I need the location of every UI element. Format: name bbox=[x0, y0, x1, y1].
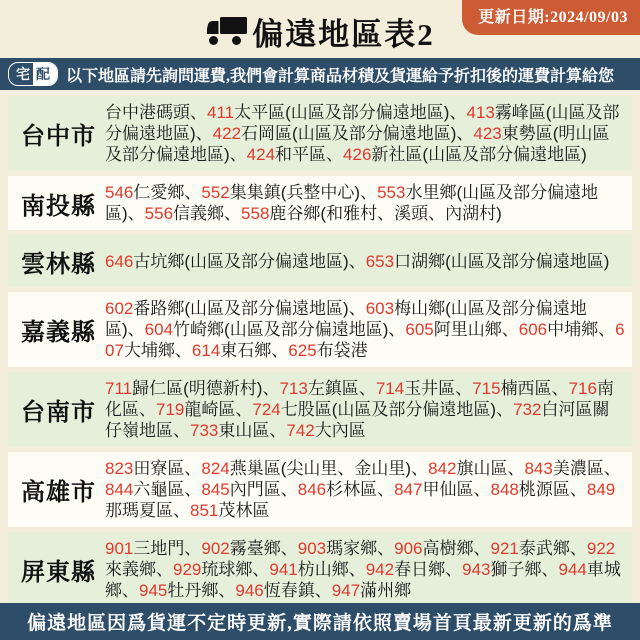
area-list-text: 646古坑鄉(山區及部分偏遠地區)、653口湖鄉(山區及部分偏遠地區) bbox=[105, 251, 610, 271]
remote-area-table bbox=[0, 90, 640, 607]
area-code: 715 bbox=[472, 379, 501, 398]
table-row bbox=[8, 292, 632, 367]
page-title-text: 偏遠地區表2 bbox=[252, 16, 435, 52]
area-code: 558 bbox=[241, 204, 270, 223]
area-code: 424 bbox=[246, 145, 276, 164]
home-delivery-badge bbox=[8, 62, 58, 86]
area-code: 847 bbox=[394, 480, 423, 499]
area-code: 842 bbox=[428, 459, 457, 478]
area-code: 824 bbox=[201, 459, 230, 478]
area-list bbox=[105, 452, 632, 527]
county-name: 高雄市 bbox=[21, 479, 96, 506]
table-row bbox=[8, 96, 632, 171]
area-code: 844 bbox=[105, 480, 134, 499]
area-code: 845 bbox=[201, 480, 230, 499]
area-code: 546 bbox=[105, 183, 134, 202]
area-code: 851 bbox=[190, 501, 219, 520]
table-row bbox=[8, 372, 632, 447]
area-code: 942 bbox=[365, 560, 395, 579]
area-code: 945 bbox=[139, 581, 168, 600]
table-row bbox=[8, 235, 632, 287]
area-code: 902 bbox=[201, 539, 230, 558]
area-code: 944 bbox=[558, 560, 587, 579]
footer-note: 偏遠地區因爲貨運不定時更新,實際請依照賣場首頁最新更新的爲準 bbox=[0, 603, 640, 640]
area-code: 906 bbox=[394, 539, 423, 558]
area-code: 901 bbox=[105, 539, 134, 558]
area-code: 423 bbox=[473, 124, 502, 143]
area-list bbox=[105, 292, 632, 367]
area-list-text: 546仁愛鄉、552集集鎮(兵整中心)、553水里鄉(山區及部分偏遠地區)、556信義鄉、558鹿谷鄉(和雅村、溪頭、內湖村) bbox=[105, 183, 599, 223]
area-code: 921 bbox=[490, 539, 519, 558]
table-row bbox=[8, 532, 632, 607]
area-code: 843 bbox=[524, 459, 553, 478]
area-code: 711 bbox=[105, 379, 133, 398]
area-code: 823 bbox=[105, 459, 134, 478]
area-code: 653 bbox=[365, 251, 395, 271]
area-code: 603 bbox=[365, 299, 395, 318]
update-date-badge: 更新日期:2024/09/03 bbox=[462, 0, 640, 35]
area-code: 742 bbox=[286, 421, 315, 440]
area-code: 413 bbox=[466, 103, 495, 122]
county-name: 雲林縣 bbox=[21, 250, 96, 278]
table-row bbox=[8, 452, 632, 527]
area-code: 606 bbox=[518, 320, 548, 339]
area-code: 625 bbox=[288, 341, 317, 360]
area-code: 946 bbox=[235, 581, 264, 600]
home-delivery-badge-left: 宅 bbox=[16, 66, 30, 82]
county-name: 嘉義縣 bbox=[21, 319, 96, 346]
home-delivery-badge-right: 配 bbox=[33, 63, 57, 85]
county-name: 台南市 bbox=[21, 399, 96, 426]
area-code: 646 bbox=[105, 251, 134, 271]
area-code: 426 bbox=[343, 145, 372, 164]
area-code: 849 bbox=[586, 480, 616, 499]
area-list-text: 602番路鄉(山區及部分偏遠地區)、603梅山鄉(山區及部分偏遠地區)、604竹崎鄉(山區及部分偏遠地區)、605阿里山鄉、606中埔鄉、607大埔鄉、614東石鄉、625布袋港 bbox=[105, 299, 625, 360]
area-code: 903 bbox=[297, 539, 327, 558]
area-code: 733 bbox=[190, 421, 219, 440]
notice-text: 以下地區請先詢問運費,我們會計算商品材積及貨運給予折扣後的運費計算給您 bbox=[66, 67, 615, 85]
area-list bbox=[105, 532, 632, 607]
area-list bbox=[105, 372, 632, 447]
area-code: 947 bbox=[331, 581, 361, 600]
area-list-text: 901三地門、902霧臺鄉、903瑪家鄉、906高樹鄉、921泰武鄉、922來義鄉、929琉球鄉、941枋山鄉、942春日鄉、943獅子鄉、944車城鄉、945牡丹鄉、946恆春鎮、947滿州鄉 bbox=[105, 539, 621, 600]
area-code: 929 bbox=[173, 560, 202, 579]
area-list-text: 823田寮區、824燕巢區(尖山里、金山里)、842旗山區、843美濃區、844六龜區、845內門區、846杉林區、847甲仙區、848桃源區、849那瑪夏區、851茂林區 bbox=[105, 459, 621, 520]
area-code: 943 bbox=[462, 560, 491, 579]
area-code: 713 bbox=[279, 379, 308, 398]
area-code: 602 bbox=[105, 299, 134, 318]
area-code: 552 bbox=[201, 183, 230, 202]
area-code: 422 bbox=[212, 124, 242, 143]
area-code: 605 bbox=[405, 320, 434, 339]
table-row bbox=[8, 176, 632, 230]
area-list bbox=[105, 96, 632, 171]
area-list bbox=[105, 176, 632, 230]
area-code: 553 bbox=[377, 183, 406, 202]
area-code: 724 bbox=[252, 400, 281, 419]
area-list bbox=[105, 235, 632, 287]
county-name: 屏東縣 bbox=[21, 559, 96, 586]
county-name: 南投縣 bbox=[21, 192, 96, 220]
area-code: 411 bbox=[207, 103, 235, 122]
area-code: 716 bbox=[568, 379, 597, 398]
area-list-text: 711歸仁區(明德新村)、713左鎮區、714玉井區、715楠西區、716南化區、719龍崎區、724七股區(山區及部分偏遠地區)、732白河區關仔嶺地區、733東山區、742大內區 bbox=[105, 379, 614, 440]
truck-icon bbox=[205, 16, 249, 47]
county-name: 台中市 bbox=[21, 123, 96, 150]
area-code: 556 bbox=[144, 204, 174, 223]
area-code: 714 bbox=[375, 379, 405, 398]
area-code: 922 bbox=[586, 539, 616, 558]
area-code: 604 bbox=[144, 320, 174, 339]
area-code: 846 bbox=[297, 480, 327, 499]
area-code: 719 bbox=[156, 400, 185, 419]
area-code: 607 bbox=[105, 320, 625, 360]
area-code: 614 bbox=[191, 341, 221, 360]
area-code: 848 bbox=[490, 480, 519, 499]
area-code: 732 bbox=[513, 400, 542, 419]
area-list-text: 台中港碼頭、411太平區(山區及部分偏遠地區)、413霧峰區(山區及部分偏遠地區)、422石岡區(山區及部分偏遠地區)、423東勢區(明山區及部分偏遠地區)、424和平區、426新社區(山區及部分偏遠地區) bbox=[105, 103, 620, 164]
notice-bar bbox=[0, 58, 640, 90]
area-code: 941 bbox=[269, 560, 298, 579]
